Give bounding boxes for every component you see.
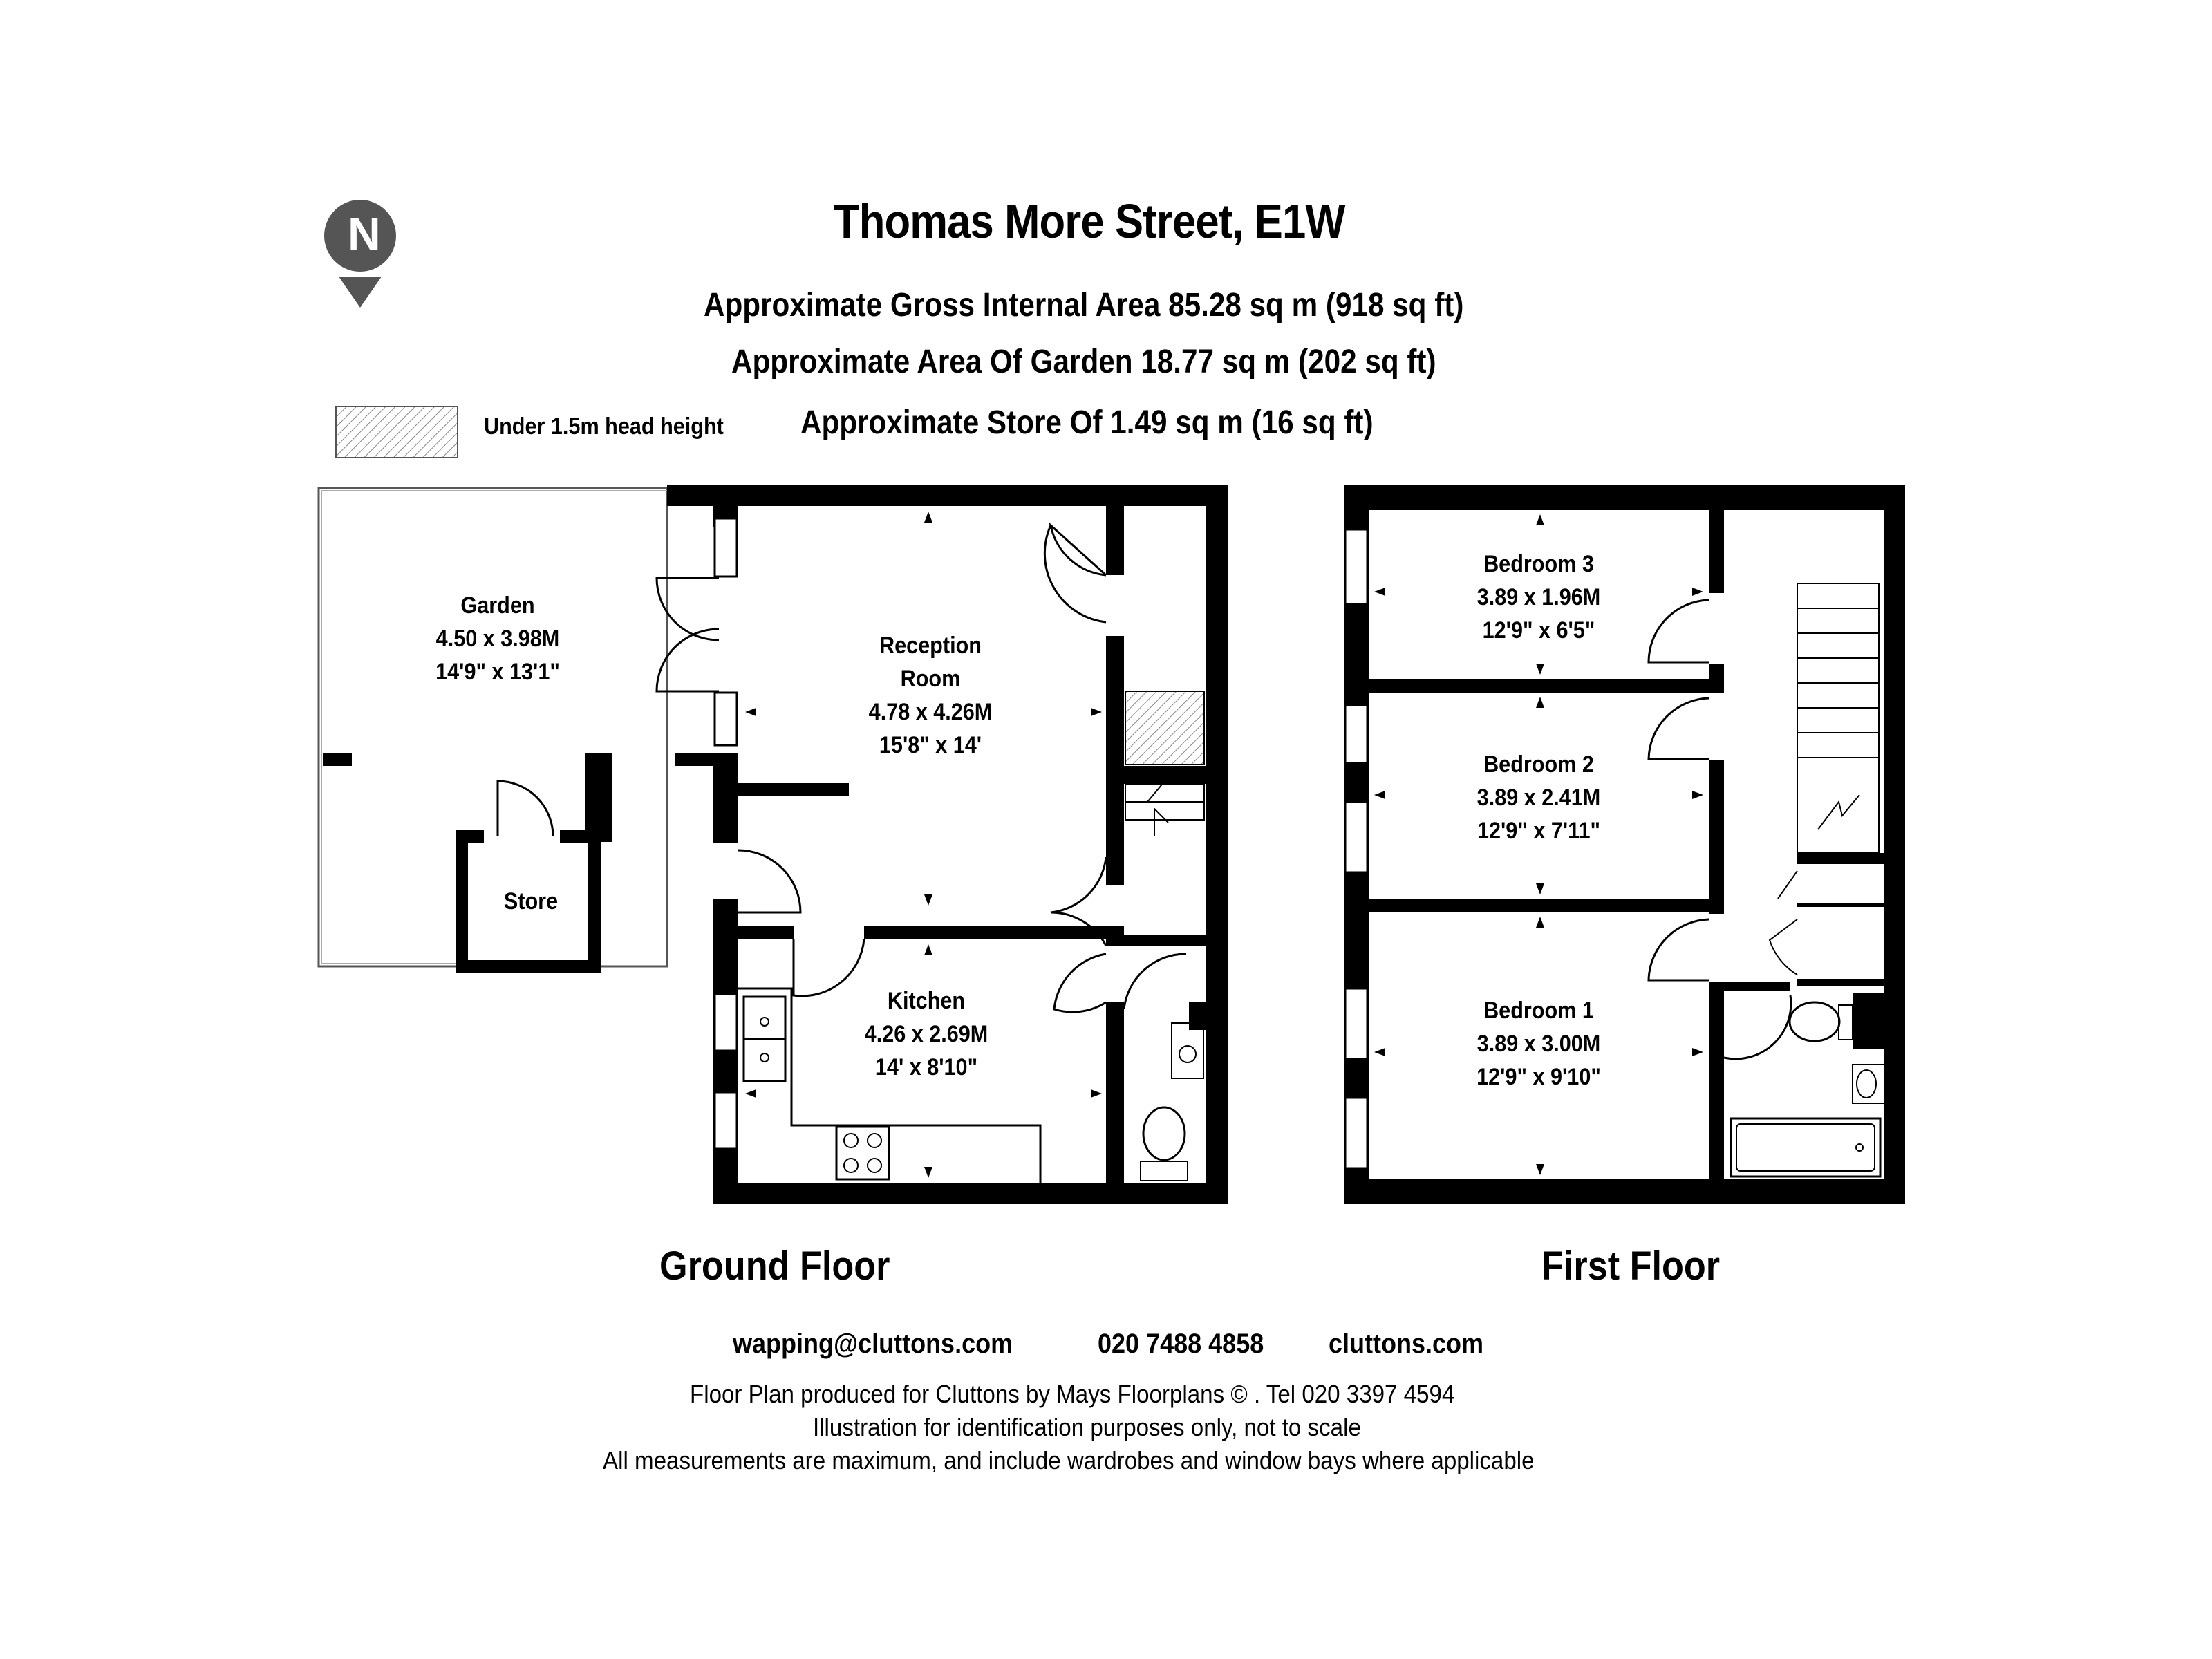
room-imperial: 14' x 8'10" (874, 1054, 978, 1080)
room-metric: 4.26 x 2.69M (864, 1021, 988, 1047)
first-floor-plan (1344, 485, 1905, 1204)
legend-label: Under 1.5m head height (484, 413, 724, 440)
room-metric: 3.89 x 2.41M (1477, 785, 1601, 811)
ground-floor-label: Ground Floor (659, 1244, 890, 1288)
room-name: Bedroom 2 (1483, 751, 1594, 778)
compass-label: N (348, 208, 381, 259)
room-imperial: 12'9" x 9'10" (1477, 1064, 1601, 1090)
room-imperial: 14'9" x 13'1" (435, 659, 560, 685)
garden-area: Approximate Area Of Garden 18.77 sq m (202 sq ft) (731, 344, 1436, 380)
room-name: Bedroom 1 (1483, 997, 1594, 1024)
contact-website[interactable]: cluttons.com (1329, 1329, 1484, 1359)
room-name: Kitchen (887, 988, 966, 1014)
page-title: Thomas More Street, E1W (834, 194, 1345, 248)
room-imperial: 12'9" x 6'5" (1482, 617, 1595, 644)
gross-internal-area: Approximate Gross Internal Area 85.28 sq m (918 sq ft) (704, 287, 1464, 324)
room-imperial: 12'9" x 7'11" (1477, 818, 1601, 844)
room-bedroom-2 (1464, 748, 1613, 847)
room-garden (423, 589, 572, 688)
room-bedroom-3 (1464, 547, 1613, 647)
room-name: Store (503, 888, 559, 915)
room-reception (856, 629, 1005, 762)
footer-line-1: Floor Plan produced for Cluttons by Mays Floorplans © . Tel 020 3397 4594 (690, 1380, 1455, 1408)
contact-phone[interactable]: 020 7488 4858 (1098, 1329, 1264, 1359)
room-metric: 4.50 x 3.98M (435, 626, 560, 652)
room-name: Bedroom 3 (1483, 551, 1594, 577)
room-store (494, 885, 568, 918)
room-metric: 4.78 x 4.26M (868, 699, 993, 725)
room-imperial: 15'8" x 14' (879, 732, 982, 758)
contact-email[interactable]: wapping@cluttons.com (733, 1329, 1013, 1359)
first-floor-label: First Floor (1541, 1244, 1721, 1288)
room-name-line1: Reception (879, 632, 982, 659)
room-bedroom-1 (1464, 994, 1613, 1094)
room-metric: 3.89 x 1.96M (1477, 584, 1601, 610)
legend-hatch-box (336, 406, 458, 458)
room-kitchen (852, 984, 1001, 1084)
store-area: Approximate Store Of 1.49 sq m (16 sq ft) (800, 404, 1374, 441)
room-name-line2: Room (900, 666, 961, 692)
garden-outline (319, 488, 667, 966)
footer-line-3: All measurements are maximum, and include wardrobes and window bays where applicable (603, 1446, 1535, 1474)
room-metric: 3.89 x 3.00M (1477, 1031, 1601, 1057)
footer-line-2: Illustration for identification purposes only, not to scale (813, 1413, 1361, 1441)
room-name: Garden (460, 592, 535, 619)
